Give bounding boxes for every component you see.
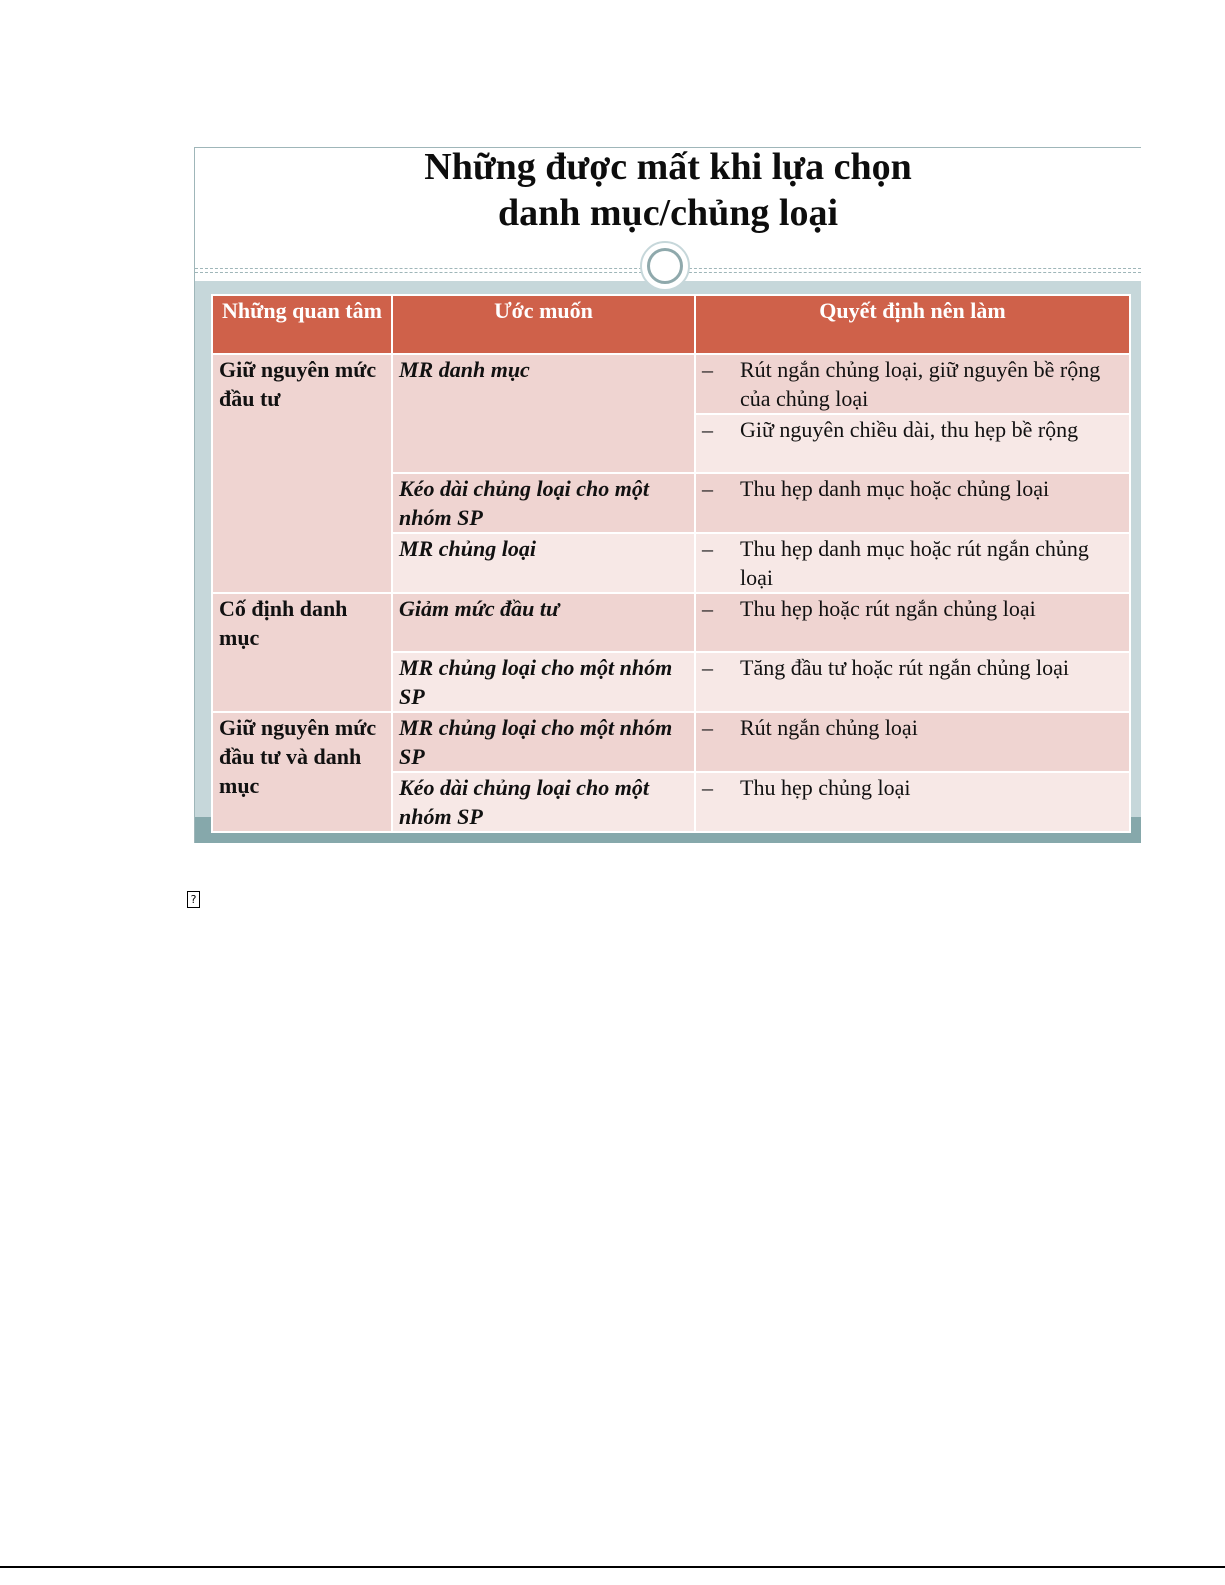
decision-cell bbox=[695, 414, 1130, 473]
header-concerns: Những quan tâm bbox=[212, 295, 392, 354]
decision-text: Thu hẹp danh mục hoặc rút ngắn chủng loại bbox=[740, 536, 1089, 590]
decision-text: Thu hẹp hoặc rút ngắn chủng loại bbox=[740, 596, 1036, 621]
circle-ornament-icon bbox=[640, 241, 690, 291]
decision-table bbox=[211, 294, 1131, 833]
decision-text: Thu hẹp danh mục hoặc chủng loại bbox=[740, 476, 1050, 501]
wish-cell: MR chủng loại cho một nhóm SP bbox=[392, 652, 695, 712]
decision-cell bbox=[695, 652, 1130, 712]
decision-cell bbox=[695, 533, 1130, 593]
decision-text: Giữ nguyên chiều dài, thu hẹp bề rộng bbox=[740, 417, 1079, 442]
decision-cell bbox=[695, 712, 1130, 772]
table-row bbox=[212, 354, 1130, 414]
dash-marker: – bbox=[702, 655, 713, 680]
missing-glyph-box: ? bbox=[187, 891, 200, 908]
decision-text: Thu hẹp chủng loại bbox=[740, 775, 911, 800]
wish-cell: Giảm mức đầu tư bbox=[392, 593, 695, 652]
slide-title-line-1: Những được mất khi lựa chọn bbox=[424, 147, 912, 188]
dash-marker: – bbox=[702, 417, 713, 442]
dash-marker: – bbox=[702, 715, 713, 740]
wish-cell: MR chủng loại cho một nhóm SP bbox=[392, 712, 695, 772]
decision-text: Rút ngắn chủng loại, giữ nguyên bề rộng của chủng loại bbox=[740, 357, 1101, 411]
page-bottom-rule bbox=[0, 1566, 1225, 1568]
decision-cell bbox=[695, 772, 1130, 832]
concern-cell: Giữ nguyên mức đầu tư bbox=[212, 354, 392, 593]
dash-marker: – bbox=[702, 536, 713, 561]
dash-marker: – bbox=[702, 775, 713, 800]
circle-ornament-inner bbox=[647, 248, 683, 284]
table-header-row bbox=[212, 295, 1130, 354]
slide-image bbox=[194, 147, 1141, 843]
decision-text: Tăng đầu tư hoặc rút ngắn chủng loại bbox=[740, 655, 1069, 680]
table-row bbox=[212, 712, 1130, 772]
slide-title bbox=[195, 147, 1141, 236]
decision-cell bbox=[695, 473, 1130, 533]
wish-cell: MR danh mục bbox=[392, 354, 695, 473]
slide-title-line-2: danh mục/chủng loại bbox=[498, 192, 838, 234]
wish-cell: Kéo dài chủng loại cho một nhóm SP bbox=[392, 772, 695, 832]
decision-text: Rút ngắn chủng loại bbox=[740, 715, 918, 740]
dash-marker: – bbox=[702, 476, 713, 501]
header-decisions: Quyết định nên làm bbox=[695, 295, 1130, 354]
decision-cell bbox=[695, 354, 1130, 414]
wish-cell: MR chủng loại bbox=[392, 533, 695, 593]
decision-cell bbox=[695, 593, 1130, 652]
header-wishes: Ước muốn bbox=[392, 295, 695, 354]
dash-marker: – bbox=[702, 357, 713, 382]
concern-cell: Giữ nguyên mức đầu tư và danh mục bbox=[212, 712, 392, 832]
wish-cell: Kéo dài chủng loại cho một nhóm SP bbox=[392, 473, 695, 533]
dash-marker: – bbox=[702, 596, 713, 621]
concern-cell: Cố định danh mục bbox=[212, 593, 392, 712]
table-row bbox=[212, 593, 1130, 652]
